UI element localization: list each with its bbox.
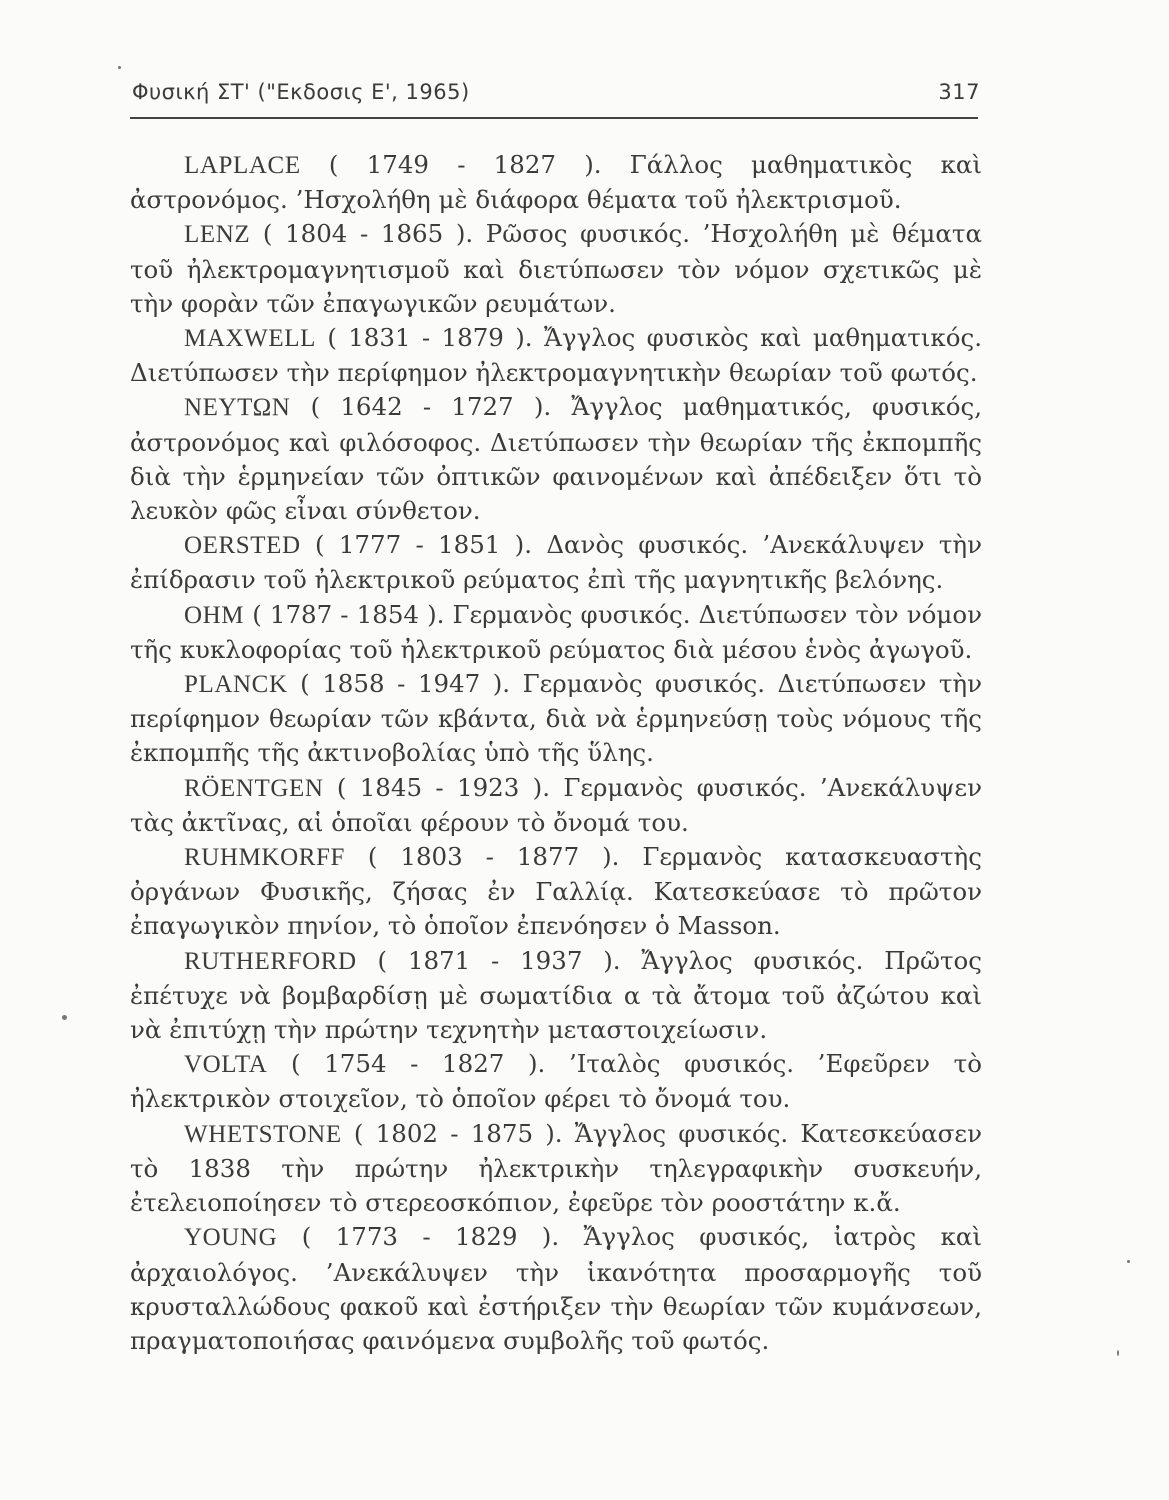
page-number: 317 bbox=[938, 80, 980, 104]
entry-lenz bbox=[130, 217, 982, 321]
entry-laplace bbox=[130, 148, 982, 217]
entry-dates: ( 1754 - 1827 ). bbox=[291, 1049, 546, 1079]
entry-planck bbox=[130, 667, 982, 771]
paper-speck bbox=[1117, 1350, 1119, 1356]
entry-dates: ( 1845 - 1923 ). bbox=[336, 772, 550, 802]
entry-maxwell bbox=[130, 321, 982, 390]
entry-text: Γερμανὸς φυσικός. ’Ανεκάλυψεν τὰς ἀκτῖνας, αἱ ὁποῖαι φέρουν τὸ ὄνομά του. bbox=[130, 772, 982, 837]
entry-text: Ρῶσος φυσικός. ’Ησχολήθη μὲ θέματα τοῦ ἠλεκτρομαγνητισμοῦ καὶ διετύπωσεν τὸν νόμον σχετικῶς μὲ τὴν φορὰν τῶν ἐπαγωγικῶν ρευμάτων. bbox=[130, 219, 982, 318]
entry-name: LAPLACE bbox=[184, 152, 301, 179]
entry-dates: ( 1777 - 1851 ). bbox=[315, 530, 533, 560]
entry-dates: ( 1773 - 1829 ). bbox=[301, 1222, 560, 1252]
entry-newton bbox=[130, 390, 982, 528]
header-rule bbox=[130, 117, 978, 119]
entry-text: Ἄγγλος φυσικός, ἰατρὸς καὶ ἀρχαιολόγος. ’Ανεκάλυψεν τὴν ἱκανότητα προσαρμογῆς τοῦ κρυσταλλώδους φακοῦ καὶ ἐστήριξεν τὴν θεωρίαν τῶν κυμάνσεων, πραγματοποιήσας φαινόμενα συμβολῆς τοῦ φωτός. bbox=[130, 1222, 983, 1355]
entry-name: RUHMKORFF bbox=[184, 844, 346, 872]
entry-dates: ( 1831 - 1879 ). bbox=[327, 323, 533, 353]
entry-name: OHM bbox=[184, 601, 245, 629]
entry-text: Γερμανὸς φυσικός. Διετύπωσεν τὴν περίφημον θεωρίαν τῶν κβάντα, διὰ νὰ ἑρμηνεύσῃ τοὺς νόμους τῆς ἐκπομπῆς τῆς ἀκτινοβολίας ὑπὸ τῆς ὕλης. bbox=[130, 669, 982, 768]
entry-young bbox=[130, 1220, 982, 1358]
entry-name: LENZ bbox=[184, 221, 251, 249]
entry-name: RUTHERFORD bbox=[184, 947, 357, 975]
entry-text: Ἄγγλος φυσικὸς καὶ μαθηματικός. Διετύπωσεν τὴν περίφημον ἠλεκτρομαγνητικὴν θεωρίαν τοῦ φωτός. bbox=[130, 323, 982, 388]
running-title: Φυσική ΣΤ' ("Εκδοσις Ε', 1965) bbox=[132, 80, 470, 104]
entry-name: VOLTA bbox=[184, 1051, 268, 1079]
entry-text: Γερμανὸς κατασκευαστὴς ὀργάνων Φυσικῆς, ζήσας ἐν Γαλλίᾳ. Κατεσκεύασε τὸ πρῶτον ἐπαγωγικὸν πηνίον, τὸ ὁποῖον ἐπενόησεν ὁ Masson. bbox=[130, 842, 982, 941]
paper-speck bbox=[62, 1015, 67, 1020]
entry-dates: ( 1802 - 1875 ). bbox=[353, 1118, 563, 1148]
entry-rutherford bbox=[130, 944, 982, 1048]
entry-whetstone bbox=[130, 1117, 982, 1221]
entry-dates: ( 1858 - 1947 ). bbox=[300, 669, 511, 699]
paper-speck bbox=[1127, 1260, 1130, 1263]
entry-name: PLANCK bbox=[184, 671, 288, 699]
entry-ruhmkorff bbox=[130, 840, 982, 944]
entry-volta bbox=[130, 1047, 982, 1116]
entry-text: ’Ιταλὸς φυσικός. ’Εφεῦρεν τὸ ἠλεκτρικὸν στοιχεῖον, τὸ ὁποῖον φέρει τὸ ὄνομά του. bbox=[130, 1049, 982, 1114]
entry-name: ΝΕΥΤΩΝ bbox=[184, 394, 291, 422]
entry-text: Ἄγγλος φυσικός. Πρῶτος ἐπέτυχε νὰ βομβαρδίσῃ μὲ σωματίδια α τὰ ἄτομα τοῦ ἀζώτου καὶ νὰ ἐπιτύχῃ τὴν πρώτην τεχνητὴν μεταστοιχείωσιν. bbox=[130, 945, 982, 1045]
entry-name: WHETSTONE bbox=[184, 1120, 342, 1148]
page-header bbox=[132, 80, 980, 114]
entry-text: Γερμανὸς φυσικός. Διετύπωσεν τὸν νόμον τῆς κυκλοφορίας τοῦ ἠλεκτρικοῦ ρεύματος διὰ μέσου ἑνὸς ἀγωγοῦ. bbox=[130, 599, 982, 664]
entry-text: Γάλλος μαθηματικὸς καὶ ἀστρονόμος. ’Ησχολήθη μὲ διάφορα θέματα τοῦ ἠλεκτρισμοῦ. bbox=[130, 150, 982, 215]
entry-name: RÖENTGEN bbox=[184, 774, 324, 802]
entry-text: Ἄγγλος μαθηματικός, φυσικός, ἀστρονόμος καὶ φιλόσοφος. Διετύπωσεν τὴν θεωρίαν τῆς ἐκπομπῆς διὰ τὴν ἑρμηνείαν τῶν ὀπτικῶν φαινομένων καὶ ἀπέδειξεν ὅτι τὸ λευκὸν φῶς εἶναι σύνθετον. bbox=[130, 392, 982, 526]
entry-roentgen bbox=[130, 771, 982, 840]
entry-dates: ( 1871 - 1937 ). bbox=[377, 945, 621, 975]
entry-name: MAXWELL bbox=[184, 325, 316, 353]
entry-text: Ἄγγλος φυσικός. Κατεσκεύασεν τὸ 1838 τὴν πρώτην ἠλεκτρικὴν τηλεγραφικὴν συσκευήν, ἐτελειοποίησεν τὸ στερεοσκόπιον, ἐφεῦρε τὸν ροοστάτην κ.ἄ. bbox=[130, 1118, 982, 1218]
entry-dates: ( 1749 - 1827 ). bbox=[328, 150, 602, 179]
paper-speck bbox=[118, 66, 121, 69]
biography-list bbox=[130, 148, 982, 1358]
entry-dates: ( 1803 - 1877 ). bbox=[367, 842, 620, 872]
entry-ohm bbox=[130, 598, 982, 667]
entry-dates: ( 1787 - 1854 ). bbox=[252, 599, 445, 629]
entry-oersted bbox=[130, 528, 982, 597]
entry-dates: ( 1804 - 1865 ). bbox=[262, 219, 474, 249]
entry-name: YOUNG bbox=[184, 1224, 278, 1252]
entry-name: OERSTED bbox=[184, 532, 301, 560]
entry-dates: ( 1642 - 1727 ). bbox=[310, 392, 552, 422]
entry-text: Δανὸς φυσικός. ’Ανεκάλυψεν τὴν ἐπίδρασιν τοῦ ἠλεκτρικοῦ ρεύματος ἐπὶ τῆς μαγνητικῆς βελόνης. bbox=[130, 530, 982, 595]
